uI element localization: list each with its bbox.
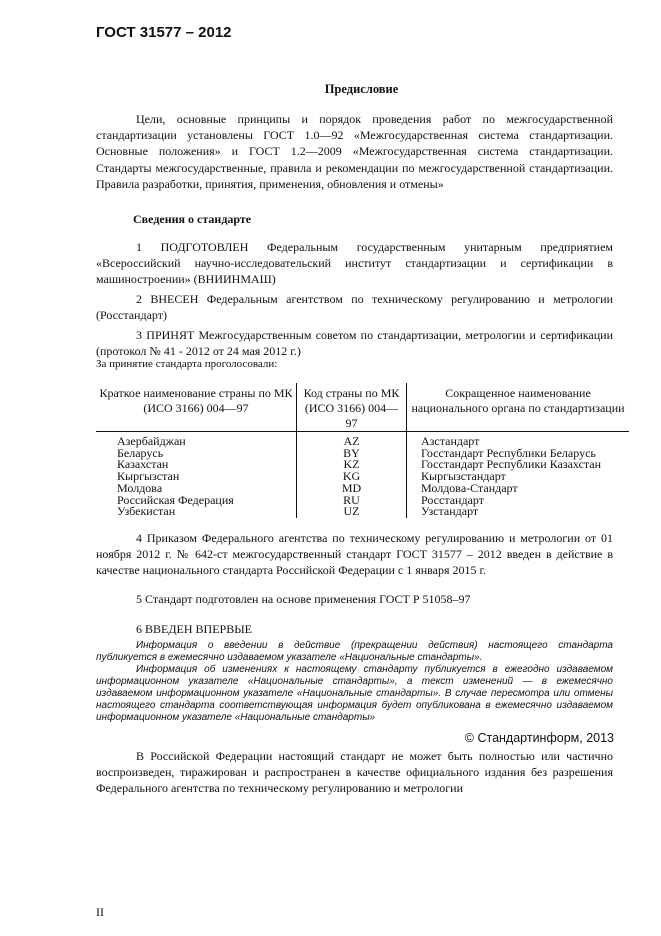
info-changes-note: Информация об изменениях к настоящему стандарту публикуется в ежегодно издаваемом информационном указателе «Национальные стандарты», а текст изменений — в ежемесячно издаваемом информационном указателе «Национальные стандарты». В случае пересмотра или отмены настоящего стандарта соответствующая информация будет опубликована в ежемесячно издаваемом информационном указателе «Национальные стандарты» (96, 664, 613, 723)
item-5: 5 Стандарт подготовлен на основе применения ГОСТ Р 51058–97 (136, 592, 471, 606)
document-header: ГОСТ 31577 – 2012 (96, 24, 232, 41)
page-number: II (96, 905, 104, 919)
standards-body: Узстандарт (421, 504, 479, 519)
table-row (96, 506, 629, 518)
reproduction-notice: В Российской Федерации настоящий стандарт не может быть полностью или частично воспроизведен, тиражирован и распространен в качестве официального издания без разрешения Федерального агентства по техническому регулированию и метрологии (96, 749, 613, 796)
table-row (96, 495, 629, 507)
item-1: 1 ПОДГОТОВЛЕН Федеральным государственным унитарным предприятием «Всероссийский научно-исследовательский институт стандартизации и сертификации в машиностроении» (ВНИИНМАШ) (96, 240, 613, 287)
country-name: Молдова (96, 483, 297, 495)
standards-body: Азстандарт (421, 434, 480, 448)
country-name: Узбекистан (96, 506, 297, 518)
intro-paragraph: Цели, основные принципы и порядок проведения работ по межгосударственной стандартизации установлены ГОСТ 1.0—92 «Межгосударственная система стандартизации. Основные положения» и ГОСТ 1.2—2009 «Межгосударственная система стандартизации. Стандарты межгосударственные, правила и рекомендации по межгосударственной стандартизации. Правила разработки, принятия, применения, обновления и отмены» (96, 112, 613, 191)
info-publication-note: Информация о введении в действие (прекращении действия) настоящего стандарта публикуется в ежемесячно издаваемом указателе «Национальные стандарты». (96, 640, 613, 663)
country-name: Азербайджан (96, 432, 297, 448)
copyright-notice: © Стандартинформ, 2013 (464, 731, 614, 745)
table-header: Код страны по МК (ИСО 3166) 004—97 (297, 383, 407, 432)
country-code: RU (297, 495, 407, 507)
item-3: 3 ПРИНЯТ Межгосударственным советом по стандартизации, метрологии и сертификации (протокол № 41 - 2012 от 24 мая 2012 г.) (96, 328, 613, 359)
standards-body: Госстандарт Республики Казахстан (421, 457, 602, 472)
item-2: 2 ВНЕСЕН Федеральным агентством по техническому регулированию и метрологии (Росстандарт) (96, 292, 613, 323)
table-header: Краткое наименование страны по МК (ИСО 3166) 004—97 (96, 383, 297, 432)
country-name: Кыргызстан (96, 471, 297, 483)
standards-body: Госстандарт Республики Беларусь (421, 445, 596, 460)
country-code: BY (297, 448, 407, 460)
item-4: 4 Приказом Федерального агентства по техническому регулированию и метрологии от 01 ноября 2012 г. № 642-ст межгосударственный стандарт ГОСТ 31577 – 2012 введен в действие в качестве национального стандарта Российской Федерации с 1 января 2015 г. (96, 531, 613, 578)
country-code: KG (297, 471, 407, 483)
country-name: Казахстан (96, 459, 297, 471)
country-code: AZ (297, 432, 407, 448)
country-code: KZ (297, 459, 407, 471)
voting-table (96, 383, 629, 518)
standards-body: Росстандарт (421, 492, 484, 507)
country-code: MD (297, 483, 407, 495)
country-name: Российская Федерация (96, 495, 297, 507)
standards-body: Молдова-Стандарт (421, 480, 518, 495)
table-header: Сокращенное наименование национального органа по стандартизации (407, 383, 630, 432)
page-title: Предисловие (324, 82, 399, 96)
table-row (96, 471, 629, 483)
country-code: UZ (297, 506, 407, 518)
item-6: 6 ВВЕДЕН ВПЕРВЫЕ (136, 622, 252, 636)
section-heading: Сведения о стандарте (133, 212, 252, 226)
country-name: Беларусь (96, 448, 297, 460)
vote-note: За принятие стандарта проголосовали: (96, 358, 278, 370)
standards-body: Кыргызстандарт (421, 469, 506, 484)
